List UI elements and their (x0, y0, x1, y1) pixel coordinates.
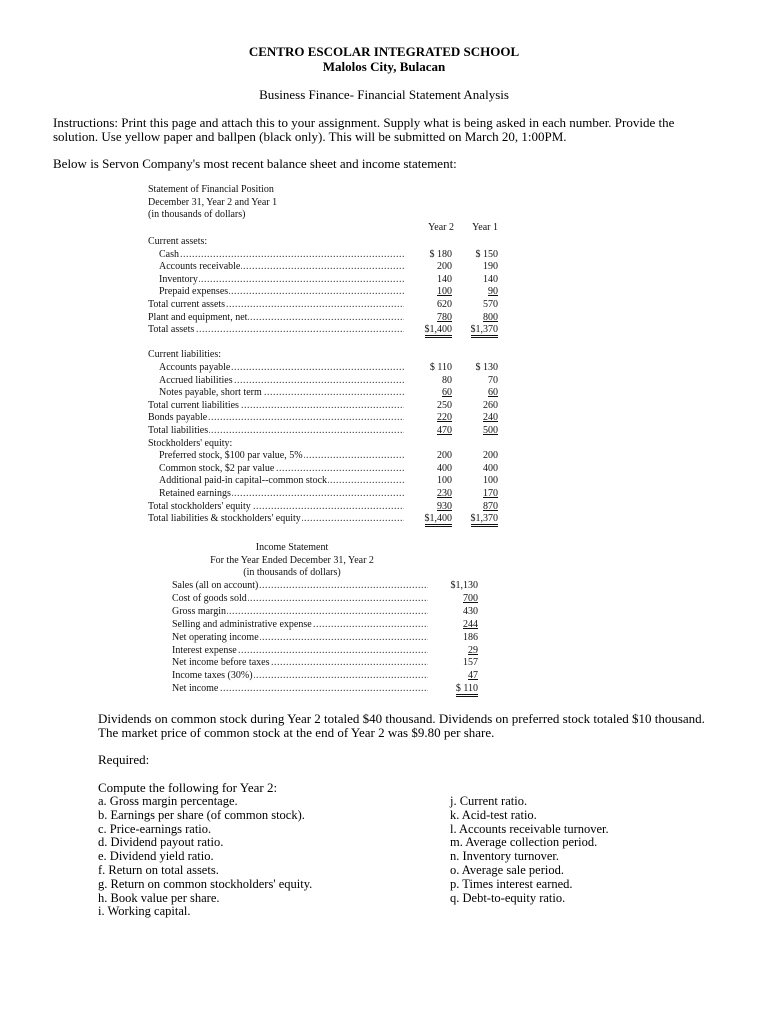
question-item: h. Book value per share. (98, 890, 220, 905)
balance-sheet-row (148, 236, 500, 249)
year1-value: 500 (483, 425, 498, 436)
balance-sheet (148, 184, 500, 529)
amount-value: $ 110 (434, 683, 478, 696)
balance-sheet-row (148, 337, 500, 350)
amount-value: 47 (468, 670, 478, 682)
row-label: Total assets ..... (148, 324, 404, 337)
row-label: Net income ..... (172, 683, 428, 696)
row-label: Current liabilities: (148, 349, 222, 361)
row-label: Retained earnings ..... (159, 488, 404, 501)
year2-value: 780 (437, 311, 452, 323)
row-label: Common stock, $2 par value ..... (159, 463, 404, 476)
questions-right (450, 795, 609, 905)
year1-value: 870 (483, 500, 498, 512)
year1-value: 140 (483, 273, 498, 285)
question-item: j. Current ratio. (450, 794, 528, 808)
row-label: Stockholders' equity: (148, 437, 233, 449)
income-statement-row (172, 683, 478, 696)
year2-value: 620 (437, 299, 452, 310)
row-label: Total liabilities ..... (148, 425, 404, 438)
year2-value: 470 (437, 425, 452, 436)
balance-sheet-row (148, 274, 500, 287)
year1-value: 570 (483, 299, 498, 310)
question-item: p. Times interest earned. (450, 876, 573, 891)
balance-sheet-row (148, 513, 500, 526)
year1-value: 100 (483, 475, 498, 487)
income-statement-units: (in thousands of dollars) (243, 567, 341, 578)
year2-value: 230 (437, 488, 452, 499)
row-label: Total liabilities & stockholders' equity ..... (148, 513, 404, 526)
year1-value: 190 (483, 261, 498, 273)
row-label: Net income before taxes ..... (172, 657, 428, 670)
balance-sheet-row (148, 463, 500, 476)
amount-value: $1,130 (450, 580, 478, 591)
row-label: Additional paid-in capital--common stock ..... (159, 475, 404, 488)
amount-value: 244 (463, 618, 478, 630)
question-item: e. Dividend yield ratio. (98, 849, 214, 864)
balance-sheet-row (148, 488, 500, 501)
row-label: Net operating income ..... (172, 632, 428, 645)
required-label: Required: (98, 752, 150, 767)
school-name: CENTRO ESCOLAR INTEGRATED SCHOOL (248, 44, 520, 59)
row-label: Cost of goods sold ..... (172, 593, 428, 606)
row-label: Prepaid expenses ..... (159, 286, 404, 299)
year1-value: 170 (483, 488, 498, 499)
row-label: Cash ..... (159, 249, 404, 262)
amount-value: 186 (463, 631, 478, 643)
row-label: Total current liabilities ..... (148, 400, 404, 413)
balance-sheet-title: Statement of Financial Position (148, 184, 274, 195)
income-statement-title: Income Statement (255, 542, 329, 553)
year2-value: $ 180 (429, 248, 452, 260)
question-item: o. Average sale period. (450, 862, 564, 877)
balance-sheet-row (148, 261, 500, 274)
balance-sheet-row (148, 324, 500, 337)
year2-value: 250 (437, 399, 452, 411)
year2-value: 100 (437, 286, 452, 298)
balance-sheet-row (148, 450, 500, 463)
balance-sheet-row (148, 400, 500, 413)
row-label: Accounts receivable ..... (159, 261, 404, 274)
question-item: g. Return on common stockholders' equity. (98, 876, 313, 891)
question-item: d. Dividend payout ratio. (98, 835, 224, 850)
row-label: Inventory ..... (159, 274, 404, 287)
year1-value: 70 (488, 374, 498, 386)
income-statement-row (172, 632, 478, 645)
row-label: Interest expense ..... (172, 645, 428, 658)
row-label: Total current assets ..... (148, 299, 404, 312)
amount-value: 29 (468, 644, 478, 656)
row-label: Sales (all on account) ..... (172, 580, 428, 593)
income-statement-row (172, 670, 478, 683)
school-city: Malolos City, Bulacan (322, 59, 446, 74)
amount-value: 700 (463, 592, 478, 604)
year2-value: $1,400 (416, 324, 452, 337)
year2-value: $1,400 (416, 513, 452, 526)
balance-sheet-row (148, 375, 500, 388)
year1-value: $ 130 (475, 362, 498, 373)
question-item: b. Earnings per share (of common stock). (98, 807, 305, 822)
question-item: m. Average collection period. (450, 835, 598, 850)
question-item: l. Accounts receivable turnover. (450, 821, 609, 836)
row-label: Bonds payable ..... (148, 412, 404, 425)
balance-sheet-row (148, 249, 500, 262)
balance-sheet-row (148, 299, 500, 312)
year1-value: 400 (483, 462, 498, 474)
year2-value: $ 110 (429, 362, 452, 373)
amount-value: 157 (463, 657, 478, 669)
balance-sheet-row (148, 438, 500, 451)
balance-sheet-row (148, 286, 500, 299)
balance-sheet-row (148, 362, 500, 375)
balance-sheet-units: (in thousands of dollars) (148, 209, 246, 220)
year1-header: Year 1 (472, 222, 498, 233)
year1-value: 90 (488, 286, 498, 298)
row-label: Plant and equipment, net ..... (148, 312, 404, 325)
income-statement (172, 542, 478, 697)
instructions-text: Instructions: Print this page and attach this to your assignment. Supply what is being asked in each number. Provide the solution. Use yellow paper and ballpen (black only). This will be submitted on March 20, 1:00PM. (53, 115, 675, 144)
dividends-text: Dividends on common stock during Year 2 totaled $40 thousand. Dividends on preferred stock totaled $10 thousand. The market price of common stock at the end of Year 2 was $9.80 per share. (98, 711, 705, 740)
year2-value: 60 (442, 387, 452, 399)
balance-sheet-date: December 31, Year 2 and Year 1 (148, 196, 278, 208)
year2-value: 930 (437, 500, 452, 512)
balance-sheet-row (148, 312, 500, 325)
question-item: q. Debt-to-equity ratio. (450, 890, 566, 905)
year2-value: 200 (437, 261, 452, 273)
amount-value: 430 (463, 605, 478, 617)
question-item: n. Inventory turnover. (450, 849, 560, 864)
row-label: Selling and administrative expense ..... (172, 619, 428, 632)
row-label: Accrued liabilities ..... (159, 375, 404, 388)
compute-label: Compute the following for Year 2: (98, 780, 278, 795)
year2-header: Year 2 (428, 222, 454, 233)
row-label: Accounts payable ..... (159, 362, 404, 375)
question-item: k. Acid-test ratio. (450, 807, 537, 822)
subject-title: Business Finance- Financial Statement Analysis (259, 87, 509, 102)
row-label: Total stockholders' equity ..... (148, 501, 404, 514)
year2-value: 220 (437, 412, 452, 424)
year2-value: 100 (437, 475, 452, 487)
row-label: Income taxes (30%) ..... (172, 670, 428, 683)
income-statement-row (172, 645, 478, 658)
year1-value: 240 (483, 412, 498, 424)
row-label: Preferred stock, $100 par value, 5% ..... (159, 450, 404, 463)
year2-value: 80 (442, 374, 452, 386)
row-label (148, 337, 448, 350)
year2-value: 400 (437, 462, 452, 474)
year1-value: $ 150 (475, 248, 498, 260)
balance-sheet-row (148, 501, 500, 514)
question-item: c. Price-earnings ratio. (98, 821, 212, 836)
row-label: Notes payable, short term ..... (159, 387, 404, 400)
year2-value: 140 (437, 273, 452, 285)
year1-value: 200 (483, 450, 498, 462)
income-statement-row (172, 593, 478, 606)
question-item: i. Working capital. (98, 904, 191, 919)
income-statement-row (172, 606, 478, 619)
year1-value: $1,370 (462, 513, 498, 526)
year1-value: 260 (483, 399, 498, 411)
year2-value: 200 (437, 450, 452, 462)
year1-value: 800 (483, 311, 498, 323)
balance-sheet-row (148, 412, 500, 425)
row-label: Current assets: (148, 236, 208, 247)
questions-left (98, 795, 312, 919)
question-item: a. Gross margin percentage. (98, 794, 238, 808)
year1-value: $1,370 (462, 324, 498, 337)
income-statement-row (172, 657, 478, 670)
balance-sheet-row (148, 425, 500, 438)
balance-sheet-row (148, 475, 500, 488)
question-item: f. Return on total assets. (98, 862, 219, 877)
income-statement-row (172, 580, 478, 593)
income-statement-row (172, 619, 478, 632)
row-label: Gross margin ..... (172, 606, 428, 619)
year1-value: 60 (488, 387, 498, 399)
balance-sheet-row (148, 349, 500, 362)
intro-text: Below is Servon Company's most recent balance sheet and income statement: (53, 156, 457, 171)
income-statement-period: For the Year Ended December 31, Year 2 (210, 554, 374, 566)
balance-sheet-row (148, 387, 500, 400)
